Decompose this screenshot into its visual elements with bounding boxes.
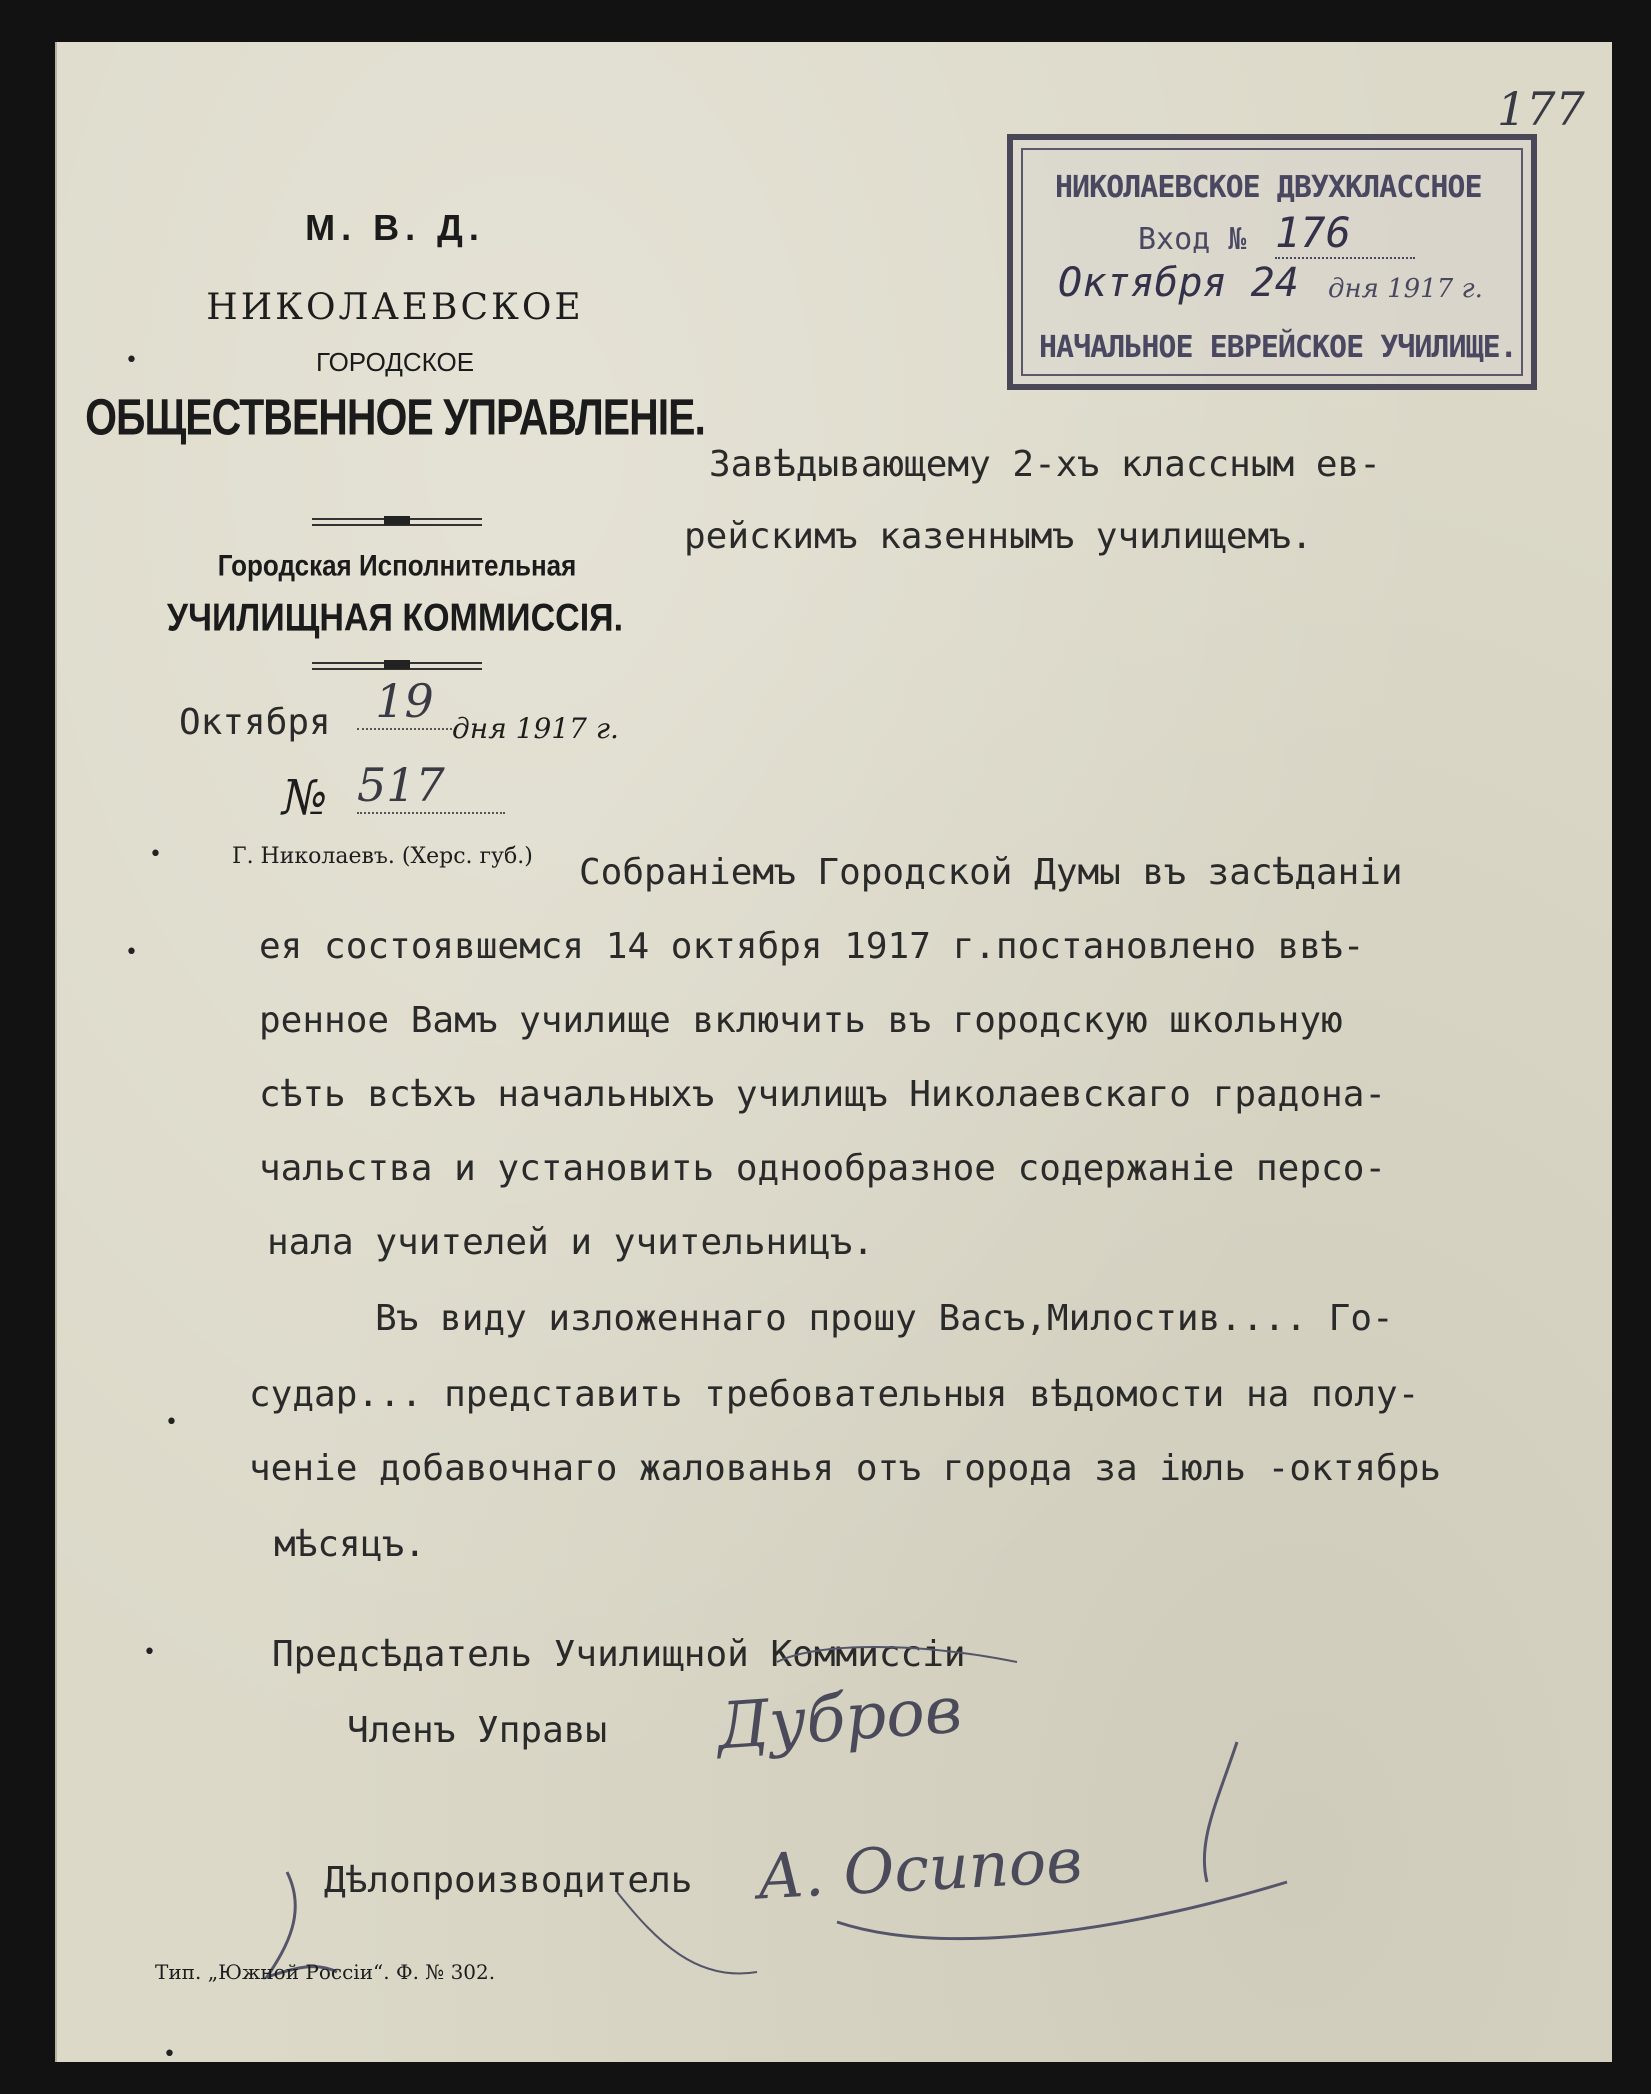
- member-title: Членъ Управы: [347, 1710, 608, 1751]
- document-page: [55, 42, 1612, 2067]
- letter-number-value: 517: [357, 758, 505, 814]
- body-p1-line2: ея состоявшемся 14 октября 1917 г.постановлено ввѣ-: [259, 926, 1365, 967]
- letter-date-year-digit: 7: [569, 712, 587, 745]
- addressee-line1: Завѣдывающему 2-хъ классным ев-: [709, 444, 1381, 485]
- member-signature: Дубров: [714, 1673, 965, 1765]
- letterhead-line3: ОБЩЕСТВЕННОЕ УПРАВЛЕНІЕ.: [85, 388, 705, 446]
- letter-date-suffix: [452, 712, 619, 745]
- letter-date-month: Октября: [179, 702, 331, 743]
- body-p1-line5: чальства и установить однообразное содержаніе персо-: [259, 1148, 1387, 1189]
- letterhead-line1: НИКОЛАЕВСКОЕ: [206, 287, 584, 328]
- addressee-line2: рейскимъ казеннымъ училищемъ.: [684, 516, 1313, 557]
- letter-number-label: №: [282, 770, 328, 826]
- registration-stamp: [1007, 134, 1537, 390]
- letterhead-line5: УЧИЛИЩНАЯ КОММИССІЯ.: [166, 596, 624, 640]
- body-p1-line1: Собраніемъ Городской Думы въ засѣданіи: [579, 852, 1403, 893]
- stamp-date-suffix: дня 1917 г.: [1328, 274, 1483, 304]
- body-p2-line1: Въ виду изложеннаго прошу Васъ,Милостив.... Го-: [375, 1298, 1394, 1339]
- binding-hole-6: •: [163, 2042, 176, 2067]
- stamp-date-handwritten: Октября 24: [1058, 260, 1299, 306]
- letterhead-city: Г. Николаевъ. (Херс. губ.): [232, 844, 533, 869]
- stamp-line4: НАЧАЛЬНОЕ ЕВРЕЙСКОЕ УЧИЛИЩЕ.: [1039, 330, 1517, 365]
- stamp-line1: НИКОЛАЕВСКОЕ ДВУХКЛАССНОЕ: [1055, 170, 1482, 205]
- letterhead-line4: Городская Исполнительная: [217, 547, 577, 583]
- letterhead-line2: ГОРОДСКОЕ: [315, 347, 475, 377]
- chairman-title: Предсѣдатель Училищной Коммиссіи: [272, 1634, 966, 1675]
- letter-date-suffix-text: дня 191: [452, 712, 570, 745]
- stamp-entry-number: 176: [1275, 208, 1415, 259]
- body-p2-line4: мѣсяцъ.: [274, 1524, 426, 1565]
- binding-hole-2: •: [149, 842, 162, 867]
- clerk-title: Дѣлопроизводитель: [324, 1860, 693, 1901]
- binding-hole-4: •: [165, 1410, 178, 1435]
- letterhead-divider-1-mark: [384, 516, 410, 525]
- stamp-entry-label: Вход №: [1138, 222, 1247, 257]
- clerk-signature: А. Осипов: [755, 1823, 1084, 1914]
- letter-date-end: г.: [595, 712, 619, 745]
- binding-hole-3: •: [125, 940, 138, 965]
- letterhead-divider-2-mark: [384, 660, 410, 669]
- letterhead-ministry: М. В. Д.: [305, 207, 485, 248]
- body-p2-line3: ченіе добавочнаго жалованья отъ города за іюль -октябрь: [249, 1448, 1442, 1489]
- body-p2-line2: судар... представить требовательныя вѣдомости на полу-: [249, 1374, 1420, 1415]
- binding-hole-5: •: [143, 1640, 156, 1665]
- page-number: 177: [1497, 82, 1585, 136]
- body-p1-line4: сѣть всѣхъ начальныхъ училищъ Николаевскаго градона-: [259, 1074, 1387, 1115]
- printer-line: Тип. „Южной Россіи“. Ф. № 302.: [155, 1960, 496, 1984]
- body-p1-line6: нала учителей и учительницъ.: [267, 1222, 874, 1263]
- body-p1-line3: ренное Вамъ училище включить въ городскую школьную: [259, 1000, 1343, 1041]
- binding-hole-1: •: [125, 348, 138, 373]
- letter-date-day: 19: [357, 674, 452, 730]
